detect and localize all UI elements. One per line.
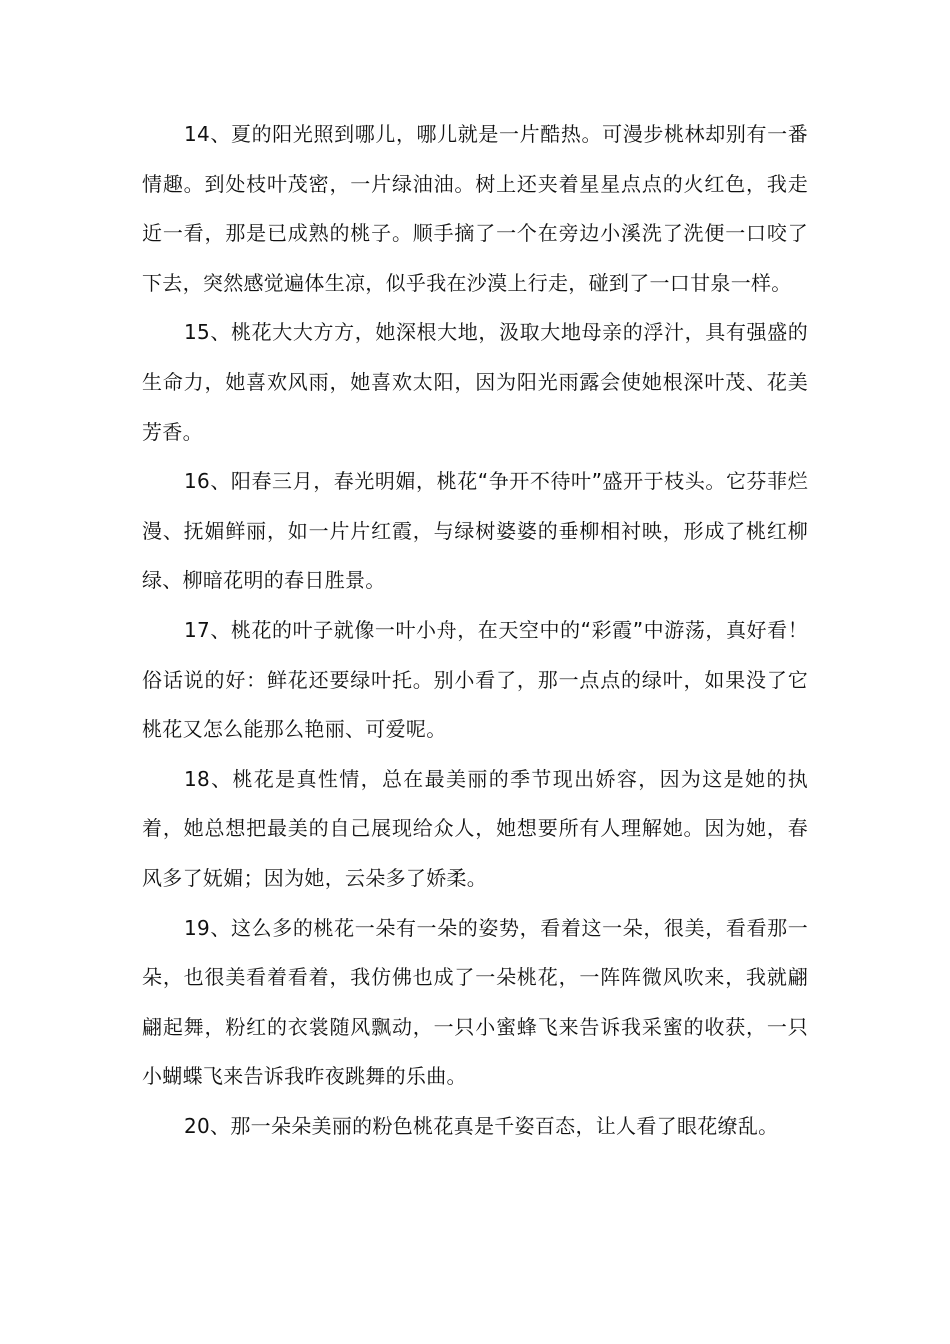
paragraph-17: 17、桃花的叶子就像一叶小舟，在天空中的“彩霞”中游荡，真好看！俗话说的好：鲜花还要绿叶托。别小看了，那一点点的绿叶，如果没了它桃花又怎么能那么艳丽、可爱呢。	[142, 617, 808, 742]
paragraph-14: 14、夏的阳光照到哪儿，哪儿就是一片酷热。可漫步桃林却别有一番情趣。到处枝叶茂密，一片绿油油。树上还夹着星星点点的火红色，我走近一看，那是已成熟的桃子。顺手摘了一个在旁边小溪洗了洗便一口咬了下去，突然感觉遍体生凉，似乎我在沙漠上行走，碰到了一口甘泉一样。	[142, 122, 808, 295]
paragraph-16: 16、阳春三月，春光明媚，桃花“争开不待叶”盛开于枝头。它芬菲烂漫、抚媚鲜丽，如一片片红霞，与绿树婆婆的垂柳相衬映，形成了桃红柳绿、柳暗花明的春日胜景。	[142, 469, 808, 593]
paragraph-15: 15、桃花大大方方，她深根大地，汲取大地母亲的浮汁，具有强盛的生命力，她喜欢风雨，她喜欢太阳，因为阳光雨露会使她根深叶茂、花美芳香。	[142, 320, 808, 444]
paragraph-19: 19、这么多的桃花一朵有一朵的姿势，看着这一朵，很美，看看那一朵，也很美看着看着，我仿佛也成了一朵桃花，一阵阵微风吹来，我就翩翩起舞，粉红的衣裳随风飘动，一只小蜜蜂飞来告诉我采蜜的收获，一只小蝴蝶飞来告诉我昨夜跳舞的乐曲。	[142, 915, 808, 1089]
paragraph-18: 18、桃花是真性情，总在最美丽的季节现出娇容，因为这是她的执着，她总想把最美的自己展现给众人，她想要所有人理解她。因为她，春风多了妩媚；因为她，云朵多了娇柔。	[142, 766, 808, 890]
paragraph-20: 20、那一朵朵美丽的粉色桃花真是千姿百态，让人看了眼花缭乱。	[184, 1113, 779, 1138]
document-body	[142, 110, 808, 1151]
